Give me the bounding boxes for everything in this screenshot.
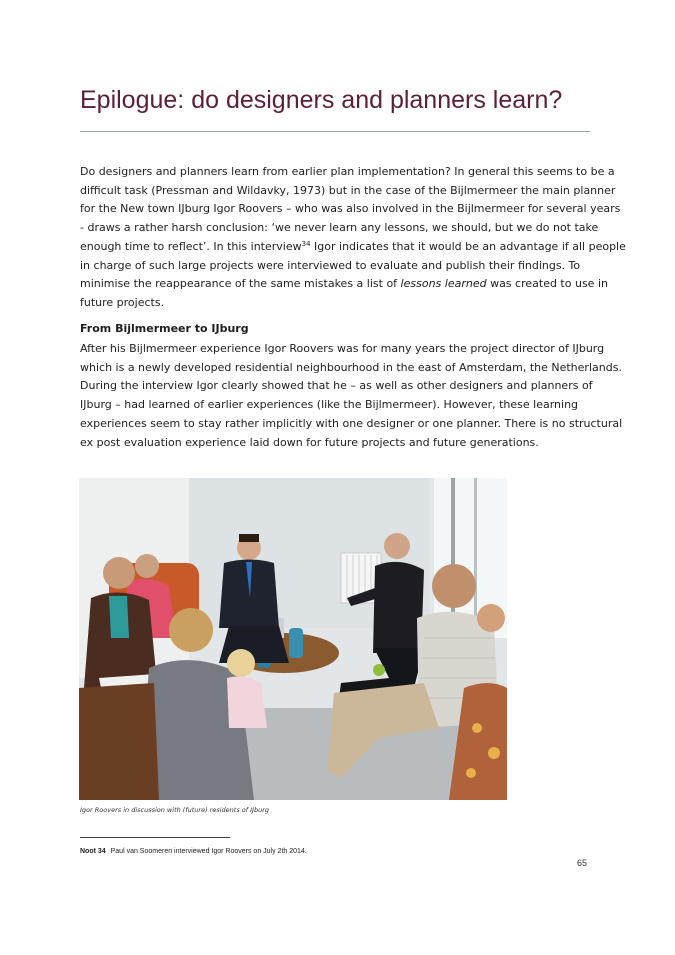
paragraph-line: After his Bijlmermeer experience Igor Roovers was for many years the project director of IJburg [80, 342, 605, 355]
section-subheading: From Bijlmermeer to IJburg [80, 322, 249, 335]
paragraph-line: which is a newly developed residential neighbourhood in the east of Amsterdam, the Netherlands. [80, 360, 622, 374]
footnote-label: Noot 34 [80, 848, 106, 855]
paragraph-line: future projects. [80, 295, 165, 309]
text-run: was created to use in [486, 277, 608, 291]
page-title: Epilogue: do designers and planners learn? [80, 86, 563, 114]
text-run: minimise the reappearance of the same mistakes a list of [80, 277, 401, 291]
discussion-photo [79, 478, 507, 800]
footnote-reference[interactable]: 34 [301, 239, 311, 248]
paragraph-line: experiences seem to stay rather implicitly with one designer or one planner. There is no structural [80, 416, 623, 430]
paragraph-line: for the New town IJburg Igor Roovers – who was also involved in the Bijlmermeer for several years [80, 202, 621, 216]
footnote [80, 848, 307, 855]
paragraph-line: During the interview Igor clearly showed that he – as well as other designers and planners of [80, 379, 593, 393]
paragraph-line: IJburg – had learned of earlier experiences (like the Bijlmermeer). However, these learning [80, 398, 579, 412]
intro-paragraph [80, 163, 626, 313]
italic-term: lessons learned [400, 277, 487, 291]
page-number: 65 [577, 858, 588, 868]
photo-caption: Igor Roovers in discussion with (future) residents of IJburg [80, 806, 270, 814]
footnote-text: Paul van Soomeren interviewed Igor Roovers on July 2th 2014. [110, 848, 307, 855]
photo-illustration [79, 478, 507, 800]
text-run: enough time to reflect’. In this interview [80, 239, 302, 253]
paragraph-line [80, 275, 608, 294]
text-run: Igor indicates that it would be an advantage if all people [310, 239, 626, 253]
paragraph-line: Do designers and planners learn from earlier plan implementation? In general this seems to be a [80, 165, 615, 178]
body-paragraph [80, 340, 623, 452]
paragraph-line: in charge of such large projects were interviewed to evaluate and publish their findings. To [80, 258, 581, 272]
footnote-divider [80, 837, 230, 838]
paragraph-line: ex post evaluation experience laid down for future projects and future generations. [80, 435, 539, 449]
paragraph-line: - draws a rather harsh conclusion: ‘we never learn any lessons, we should, but we do not take [80, 221, 599, 235]
paragraph-line [80, 238, 626, 257]
title-divider [80, 131, 590, 132]
paragraph-line: difficult task (Pressman and Wildavky, 1973) but in the case of the Bijlmermeer the main planner [80, 183, 616, 197]
